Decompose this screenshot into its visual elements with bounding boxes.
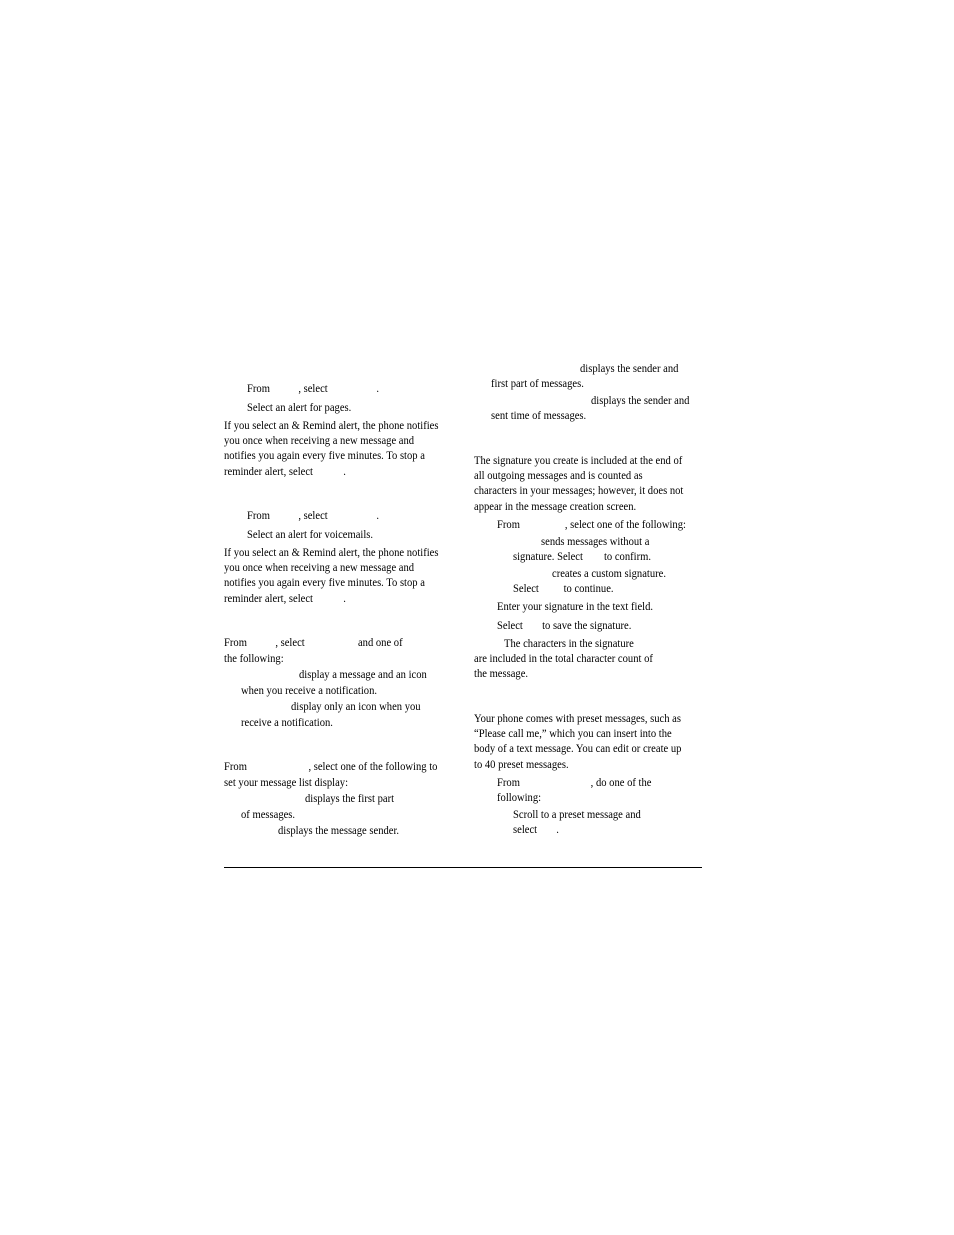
text-to-save: to save the signature. [542, 620, 632, 632]
page-alert-para-line-4 [224, 465, 346, 481]
text-period: . [376, 383, 380, 395]
text-signature-select: signature. Select [513, 551, 583, 563]
page-alert-step-2: Select an alert for pages. [247, 402, 352, 414]
text-from: From [247, 510, 270, 522]
text-select: , select [298, 510, 328, 522]
notification-intro-line-1 [224, 636, 403, 652]
preset-para-line-4: to 40 preset messages. [474, 759, 569, 771]
text-select-following: , select one of the following to [308, 761, 438, 773]
text-to-confirm: to confirm. [603, 551, 651, 563]
page-alert-para-line-3: notifies you again every five minutes. To stop a [224, 450, 425, 462]
text-select: select [513, 824, 538, 836]
signature-para-line-4: appear in the message creation screen. [474, 501, 637, 513]
footer-rule [224, 867, 702, 868]
preset-option-1-line-1: Scroll to a preset message and [513, 809, 641, 821]
signature-step-3 [497, 619, 631, 635]
page-alert-para-line-2: you once when receiving a new message and [224, 435, 415, 447]
list-display-option-4-line-2: sent time of messages. [491, 410, 587, 422]
page-alert-step-1 [247, 382, 379, 398]
preset-step-1 [497, 776, 651, 792]
page-alert-para-line-1: If you select an & Remind alert, the phone notifies [224, 420, 439, 432]
text-period: . [343, 593, 346, 605]
voicemail-alert-para-line-2: you once when receiving a new message and [224, 562, 415, 574]
voicemail-alert-step-1 [247, 509, 379, 525]
list-display-option-1-line-2: of messages. [241, 809, 296, 821]
notification-option-2-line-2: receive a notification. [241, 717, 333, 729]
text-select: Select [513, 583, 539, 595]
text-period: . [376, 510, 380, 522]
text-from: From [247, 383, 270, 395]
notification-option-1-line-2: when you receive a notification. [241, 685, 378, 697]
signature-step-2: Enter your signature in the text field. [497, 601, 654, 613]
text-select: , select [275, 637, 305, 649]
text-reminder: reminder alert, select [224, 466, 314, 478]
list-display-option-4-line-1: displays the sender and [591, 395, 690, 407]
text-from: From [497, 777, 520, 789]
list-display-option-3-line-2: first part of messages. [491, 378, 584, 390]
text-select-following: , select one of the following: [564, 519, 686, 531]
signature-para-line-1: The signature you create is included at the end of [474, 455, 683, 467]
notification-option-2-line-1: display only an icon when you [291, 701, 421, 713]
voicemail-alert-para-line-3: notifies you again every five minutes. To stop a [224, 577, 425, 589]
text-to-continue: to continue. [563, 583, 614, 595]
list-display-intro-line-1 [224, 760, 437, 776]
signature-step-1 [497, 518, 686, 534]
list-display-option-2: displays the message sender. [278, 825, 400, 837]
text-reminder: reminder alert, select [224, 593, 314, 605]
preset-option-1-line-2 [513, 823, 559, 839]
text-from: From [224, 761, 247, 773]
list-display-option-1-line-1: displays the first part [305, 793, 395, 805]
voicemail-alert-step-2: Select an alert for voicemails. [247, 529, 374, 541]
signature-option-2-line-2 [513, 582, 614, 598]
notification-option-1-line-1: display a message and an icon [299, 669, 427, 681]
signature-option-2-line-1: creates a custom signature. [552, 568, 666, 580]
signature-option-1-line-2 [513, 550, 651, 566]
notification-intro-line-2: the following: [224, 653, 284, 665]
signature-para-line-3: characters in your messages; however, it does not [474, 485, 684, 497]
signature-para-line-2: all outgoing messages and is counted as [474, 470, 643, 482]
text-and-one-of: and one of [357, 637, 403, 649]
text-from: From [224, 637, 247, 649]
signature-note-line-2: are included in the total character count of [474, 653, 653, 665]
preset-step-1-line-2: following: [497, 792, 542, 804]
preset-para-line-2: “Please call me,” which you can insert into the [474, 728, 672, 740]
list-display-option-3-line-1: displays the sender and [580, 363, 679, 375]
voicemail-alert-para-line-4 [224, 592, 346, 608]
preset-para-line-3: body of a text message. You can edit or create up [474, 743, 682, 755]
preset-para-line-1: Your phone comes with preset messages, such as [474, 713, 681, 725]
text-period: . [556, 824, 559, 836]
signature-option-1-line-1: sends messages without a [541, 536, 650, 548]
list-display-intro-line-2: set your message list display: [224, 777, 349, 789]
signature-note-line-3: the message. [474, 668, 529, 680]
text-select: Select [497, 620, 523, 632]
text-period: . [343, 466, 346, 478]
text-from: From [497, 519, 520, 531]
text-select: , select [298, 383, 328, 395]
signature-note-line-1: The characters in the signature [504, 638, 634, 650]
text-do-one: , do one of the [590, 777, 652, 789]
voicemail-alert-para-line-1: If you select an & Remind alert, the phone notifies [224, 547, 439, 559]
